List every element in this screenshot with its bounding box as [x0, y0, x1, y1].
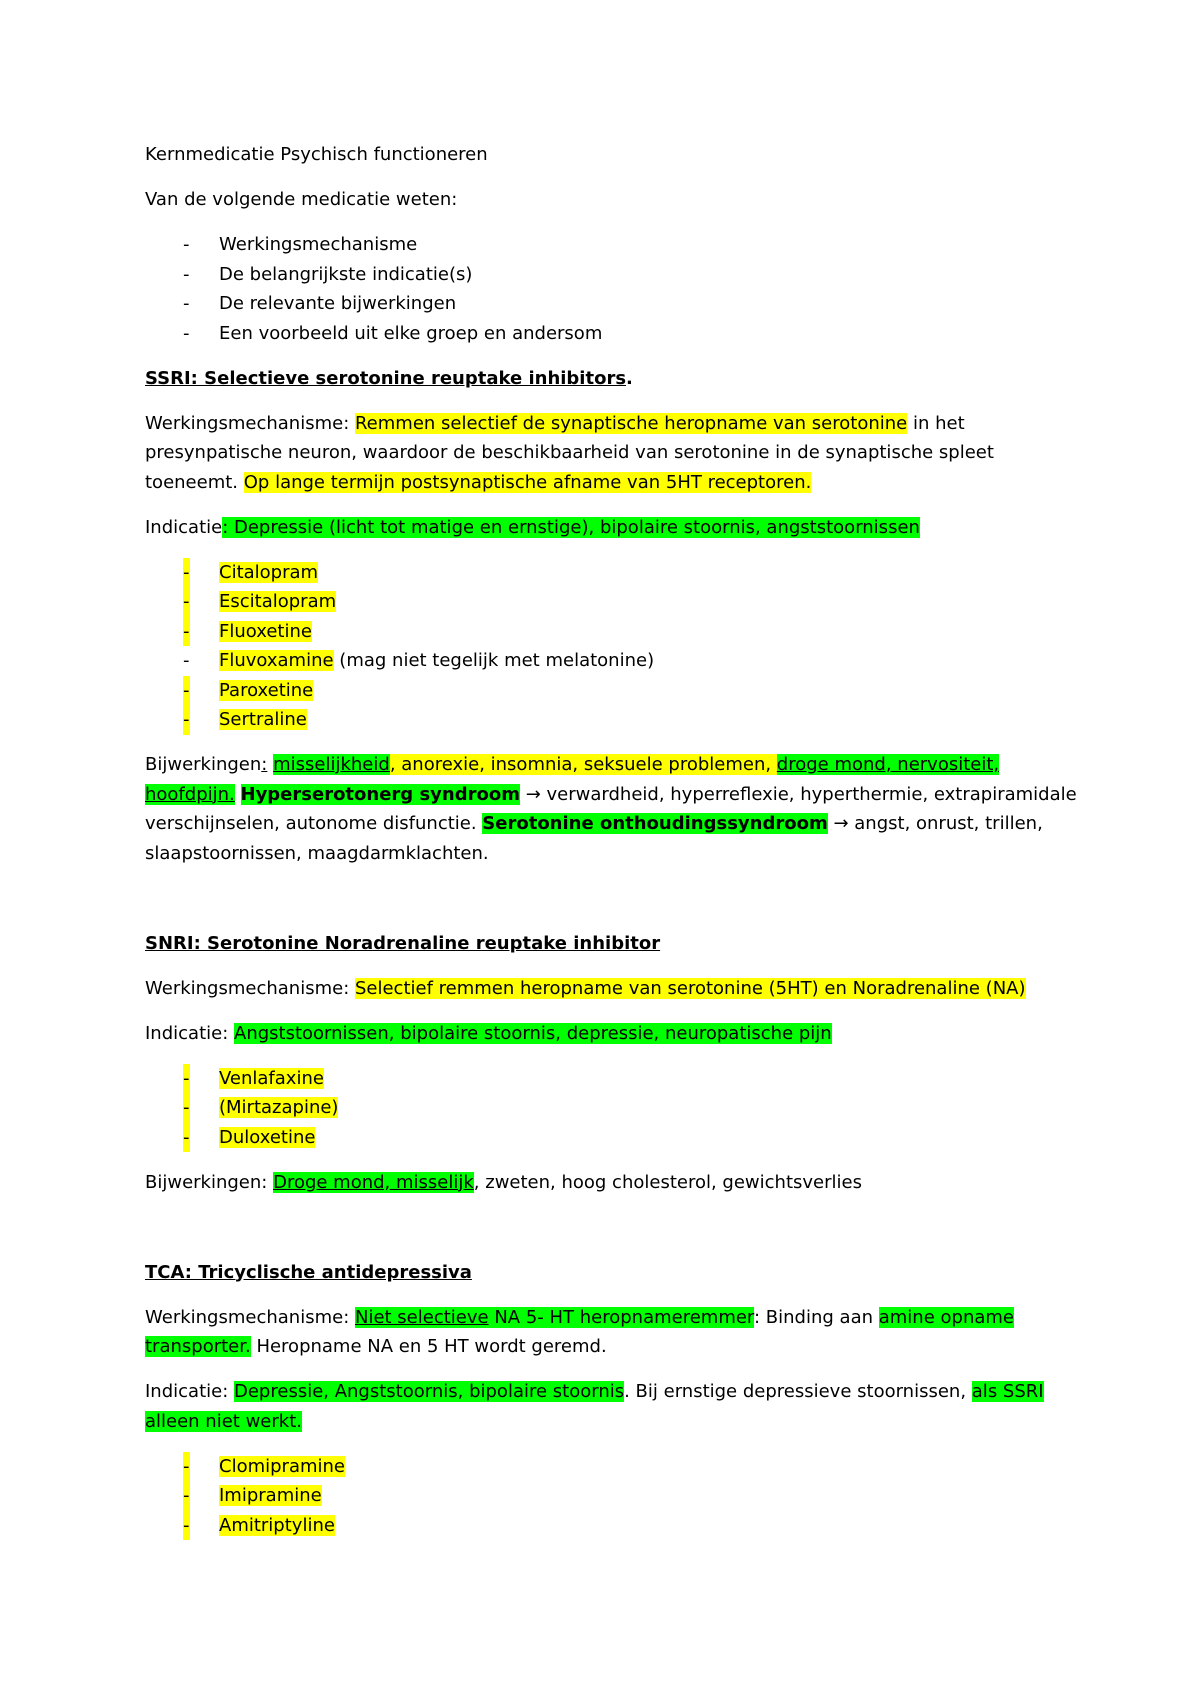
indication-label: Indicatie	[145, 516, 223, 538]
snri-heading-line	[145, 929, 1085, 959]
drug-item	[145, 617, 1085, 647]
tca-mechanism	[145, 1303, 1085, 1362]
mechanism-label: Werkingsmechanisme:	[145, 977, 355, 999]
indication-highlight: Depressie, Angststoornis, bipolaire stoornis	[234, 1381, 625, 1402]
drug-item	[145, 1123, 1085, 1153]
drug-name: Escitalopram	[219, 591, 337, 612]
ssri-side-effects	[145, 750, 1085, 868]
list-item	[145, 260, 1085, 290]
list-item-text: Werkingsmechanisme	[219, 234, 418, 255]
list-dash: -	[183, 1481, 190, 1511]
mechanism-highlight: Selectief remmen heropname van serotonine (5HT) en Noradrenaline (NA)	[354, 977, 1026, 999]
mechanism-label: Werkingsmechanisme:	[145, 412, 355, 434]
mechanism-highlight: Remmen selectief de synaptische heropname van serotonine	[354, 412, 908, 434]
syndrome-highlight: Hyperserotonerg syndroom	[240, 783, 520, 805]
list-dash: -	[183, 1452, 190, 1482]
list-item	[145, 230, 1085, 260]
ssri-heading-line	[145, 364, 1085, 394]
mechanism-highlight: NA 5- HT heropnameremmer	[488, 1306, 755, 1328]
side-effect-highlight: Droge mond, misselijk	[273, 1171, 474, 1193]
intro-text: Van de volgende medicatie weten:	[145, 189, 458, 210]
arrow-icon: →	[833, 813, 849, 834]
list-item-text: Een voorbeeld uit elke groep en andersom	[219, 322, 603, 344]
drug-item	[145, 587, 1085, 617]
snri-heading: SNRI: Serotonine Noradrenaline reuptake inhibitor	[145, 932, 661, 954]
side-effect-highlight: droge mond, nervositeit, hoofdpijn.	[145, 754, 1000, 805]
mechanism-text: : Binding aan	[754, 1306, 879, 1328]
drug-item	[145, 558, 1085, 588]
list-dash: -	[183, 234, 190, 255]
list-dash: -	[183, 1093, 190, 1123]
mechanism-label: Werkingsmechanisme:	[145, 1306, 355, 1328]
drug-item	[145, 646, 1085, 676]
mechanism-highlight: Op lange termijn postsynaptische afname van 5HT receptoren.	[243, 471, 812, 493]
side-effect-highlight: misselijkheid	[273, 754, 390, 775]
snri-indication	[145, 1019, 1085, 1049]
list-dash: -	[183, 558, 190, 588]
ssri-drug-list	[145, 558, 1085, 735]
drug-item	[145, 676, 1085, 706]
indication-label: Indicatie:	[145, 1381, 234, 1402]
snri-drug-list	[145, 1064, 1085, 1153]
drug-name: Imipramine	[219, 1485, 322, 1506]
indication-highlight: Angststoornissen, bipolaire stoornis, depressie, neuropatische pijn	[234, 1022, 832, 1044]
tca-indication	[145, 1377, 1085, 1436]
drug-item	[145, 1093, 1085, 1123]
indication-text: . Bij ernstige depressieve stoornissen,	[624, 1381, 972, 1402]
list-item	[145, 319, 1085, 349]
list-dash: -	[183, 650, 190, 671]
list-dash: -	[183, 293, 190, 314]
drug-name: (Mirtazapine)	[219, 1097, 339, 1118]
list-dash: -	[183, 587, 190, 617]
drug-item	[145, 1511, 1085, 1541]
document-page	[145, 140, 1085, 1556]
list-item-text: De relevante bijwerkingen	[219, 293, 457, 314]
drug-name: Fluoxetine	[219, 620, 312, 642]
tca-heading: TCA: Tricyclische antidepressiva	[145, 1261, 472, 1283]
ssri-mechanism	[145, 409, 1085, 498]
list-dash: -	[183, 617, 190, 647]
snri-side-effects	[145, 1168, 1085, 1198]
list-dash: -	[183, 1064, 190, 1094]
ssri-heading: SSRI: Selectieve serotonine reuptake inhibitors	[145, 367, 627, 389]
tca-drug-list	[145, 1452, 1085, 1541]
drug-note: (mag niet tegelijk met melatonine)	[333, 650, 655, 671]
drug-item	[145, 1452, 1085, 1482]
mechanism-text: Heropname NA en 5 HT wordt geremd.	[250, 1336, 607, 1357]
list-item-text: De belangrijkste indicatie(s)	[219, 263, 473, 285]
list-item	[145, 289, 1085, 319]
intro-list	[145, 230, 1085, 348]
drug-item	[145, 705, 1085, 735]
snri-mechanism	[145, 974, 1085, 1004]
drug-name: Amitriptyline	[219, 1514, 335, 1536]
list-dash: -	[183, 676, 190, 706]
side-effects-label: Bijwerkingen:	[145, 1171, 274, 1193]
drug-name: Venlafaxine	[219, 1067, 324, 1089]
drug-name: Clomipramine	[219, 1455, 345, 1477]
drug-name: Paroxetine	[219, 679, 314, 701]
list-dash: -	[183, 263, 190, 285]
mechanism-text: in het presynpatische neuron, waardoor de beschikbaarheid van serotonine in de synaptische spleet toeneemt.	[145, 412, 994, 493]
drug-name: Sertraline	[219, 709, 307, 730]
ssri-indication	[145, 513, 1085, 543]
drug-item	[145, 1064, 1085, 1094]
heading-period: .	[626, 367, 633, 389]
list-dash: -	[183, 322, 190, 344]
drug-name: Fluvoxamine	[219, 650, 334, 671]
side-effect-text: verwardheid, hyperreflexie, hyperthermie, extrapiramidale verschijnselen, autonome disfunctie.	[145, 783, 1077, 834]
indication-highlight: : Depressie (licht tot matige en ernstige), bipolaire stoornis, angststoornissen	[222, 516, 920, 538]
document-title: Kernmedicatie Psychisch functioneren	[145, 144, 488, 165]
side-effect-text: , zweten, hoog cholesterol, gewichtsverlies	[473, 1171, 862, 1193]
tca-heading-line	[145, 1258, 1085, 1288]
indication-label: Indicatie:	[145, 1022, 234, 1044]
mechanism-highlight: Niet selectieve	[354, 1306, 489, 1328]
mechanism-highlight: amine opname transporter.	[145, 1306, 1014, 1357]
side-effects-colon: :	[261, 754, 268, 775]
syndrome-highlight: Serotonine onthoudingssyndroom	[482, 813, 828, 834]
section-spacer	[145, 884, 1085, 929]
arrow-icon: →	[525, 783, 541, 805]
side-effect-text: angst, onrust, trillen, slaapstoornissen, maagdarmklachten.	[145, 813, 1043, 864]
list-dash: -	[183, 1511, 190, 1541]
side-effect-highlight: , anorexie, insomnia, seksuele problemen,	[389, 754, 777, 775]
drug-name: Citalopram	[219, 561, 319, 583]
indication-highlight: als SSRI alleen niet werkt.	[145, 1381, 1044, 1432]
section-spacer	[145, 1213, 1085, 1258]
list-dash: -	[183, 1123, 190, 1153]
drug-item	[145, 1481, 1085, 1511]
side-effects-label: Bijwerkingen	[145, 754, 262, 775]
list-dash: -	[183, 705, 190, 735]
drug-name: Duloxetine	[219, 1126, 316, 1148]
